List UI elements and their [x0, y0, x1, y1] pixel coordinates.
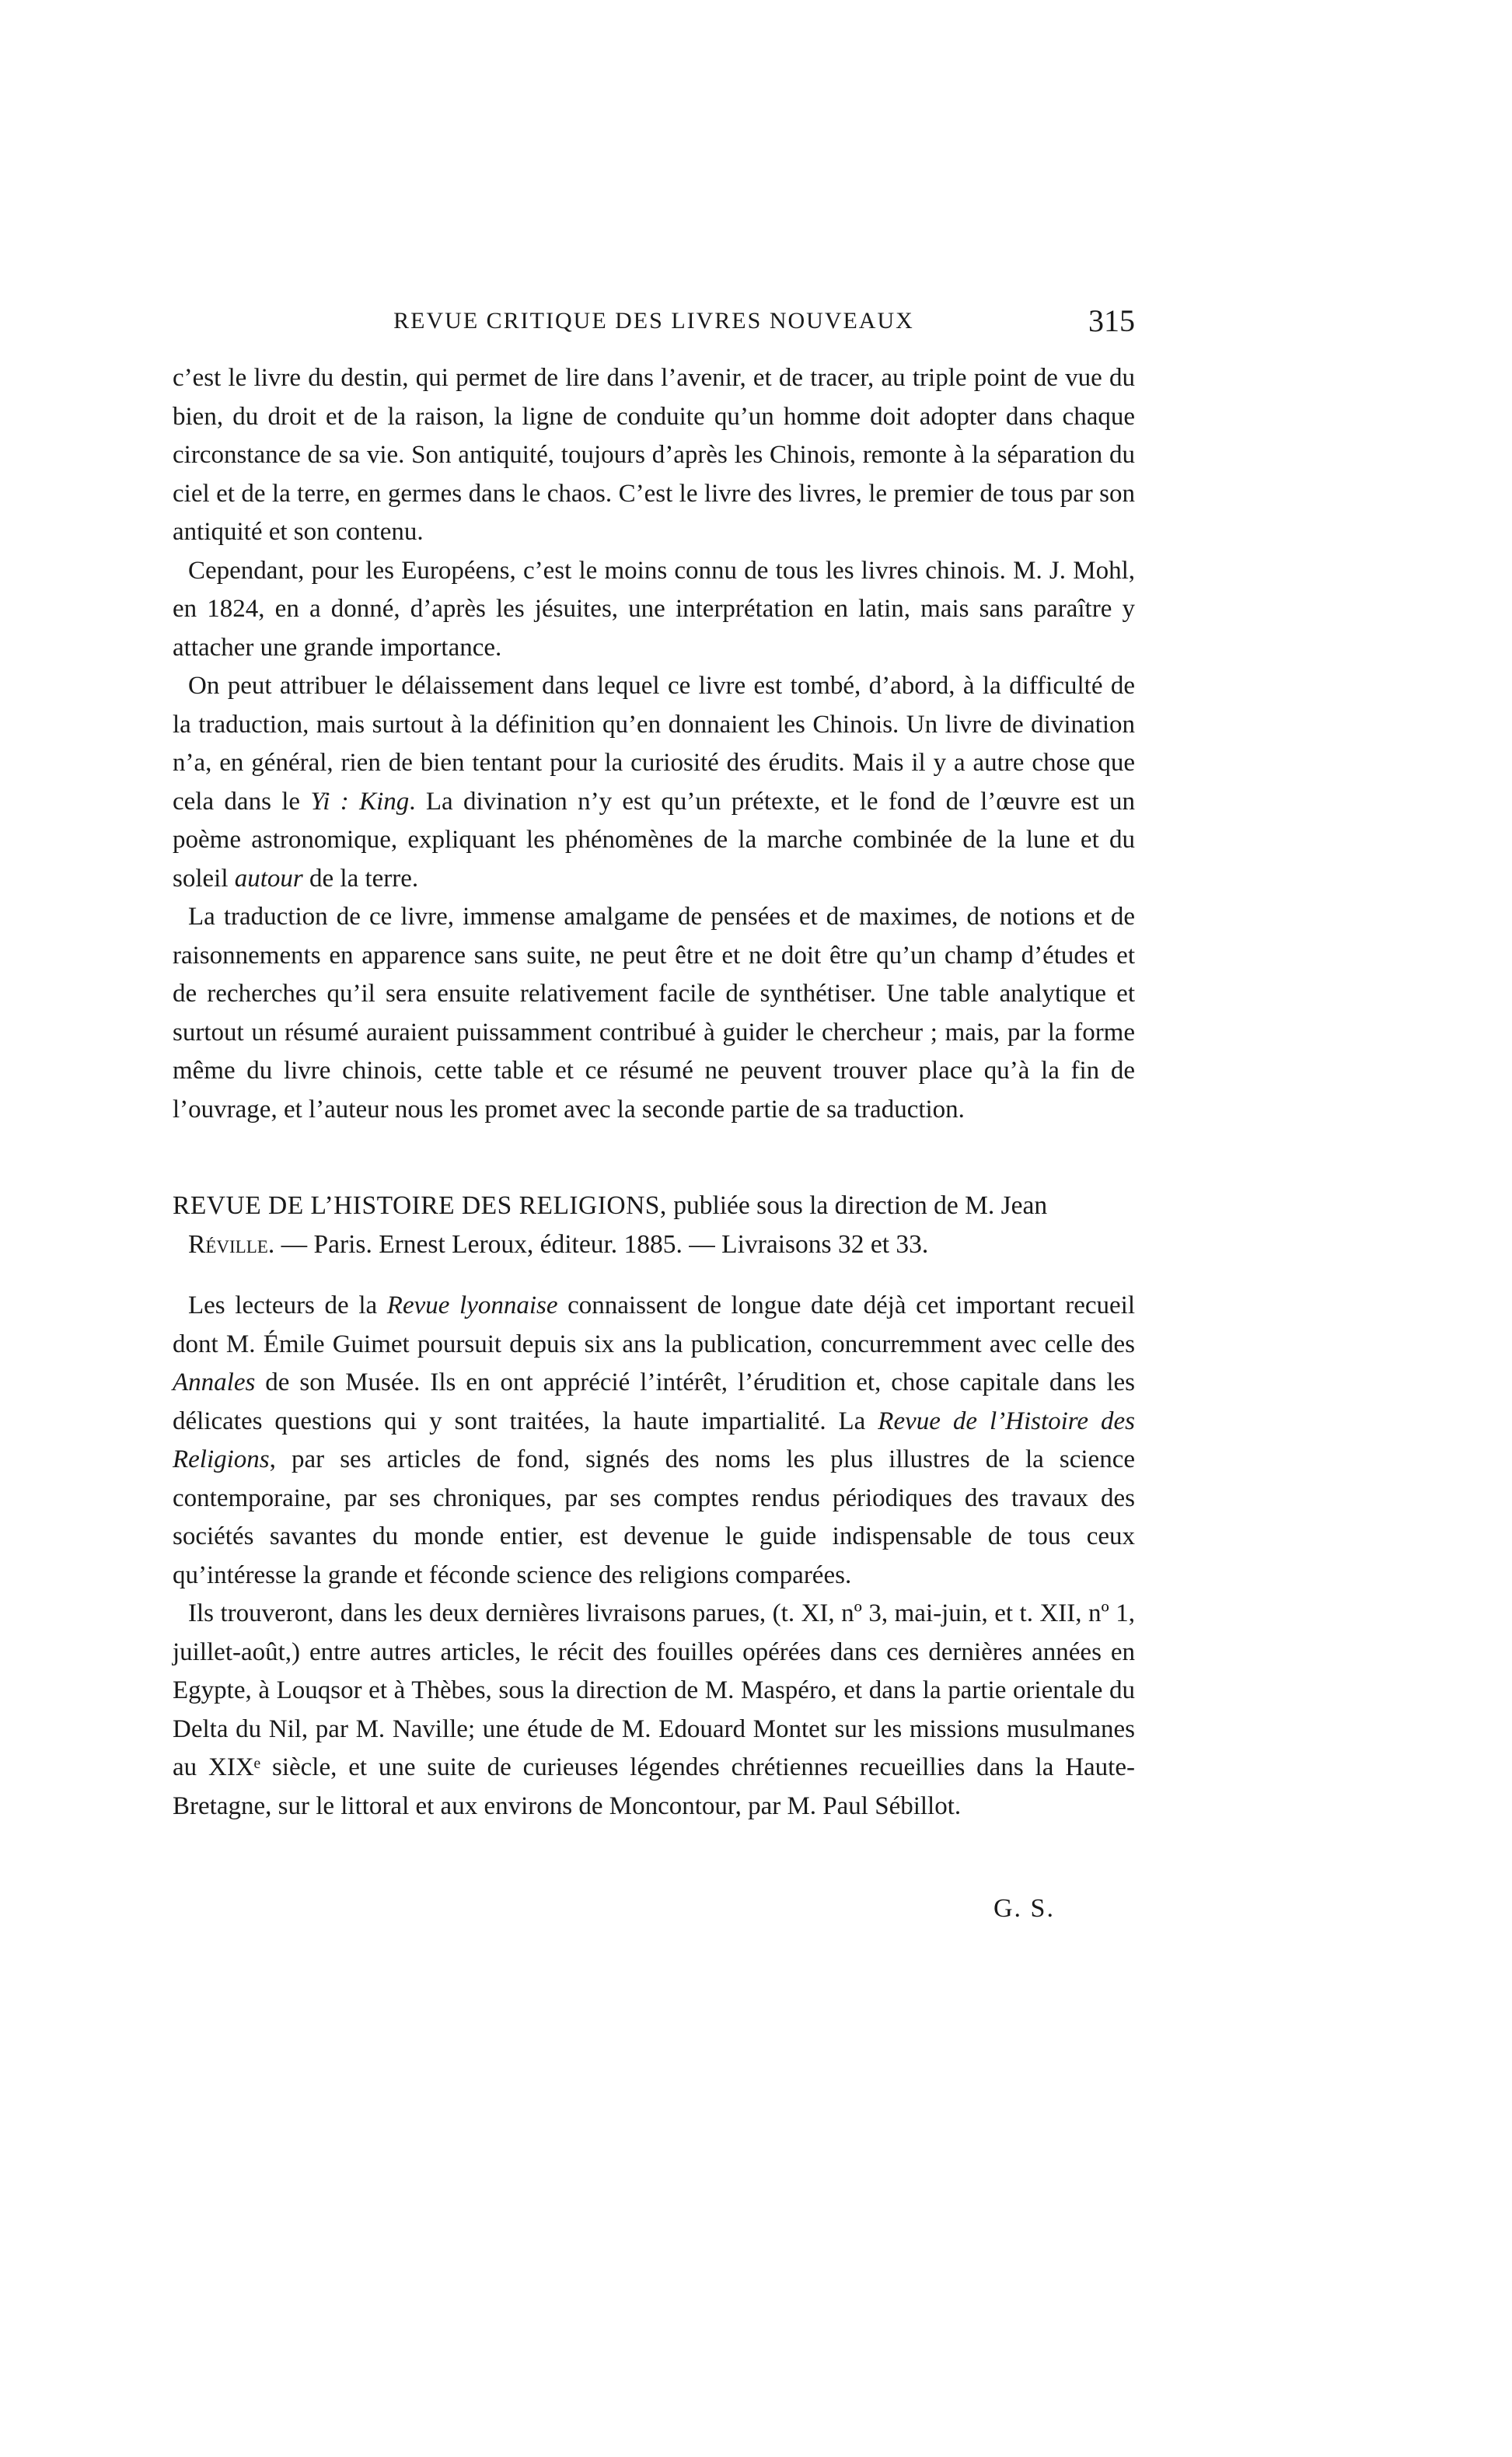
text-run: On peut attribuer le délaissement dans lequel ce livre est tombé, d’abord, à la difficulté de la traduction, mais surtout à la définition qu’en donnaient les Chinois. Un livre de divination n’a, en général, rien de bien tentant pour la curiosité des érudits. Mais il y a autre chose que cela dans le — [173, 672, 1135, 816]
entry-title: REVUE DE L’HISTOIRE DES RELIGIONS, — [173, 1191, 667, 1220]
review-body — [173, 1287, 1135, 1826]
italic-title: Revue lyonnaise — [386, 1291, 558, 1319]
running-head — [173, 302, 1135, 341]
text-run: de son Musée. Ils en ont apprécié l’intérêt, l’érudition et, chose capitale dans les délicates questions qui y sont traitées, la haute impartialité. La — [173, 1368, 1135, 1435]
entry-author: Réville — [188, 1230, 268, 1259]
italic-title: Yi : King — [310, 787, 410, 816]
text-run: . — Paris. Ernest Leroux, éditeur. 1885. — Livraisons 32 et 33. — [267, 1230, 929, 1259]
italic-title: Revue de l’Histoire des Religions — [173, 1407, 1135, 1473]
text-run: de la terre. — [302, 864, 419, 893]
text-run: . La divination n’y est qu’un prétexte, et le fond de l’œuvre est un poème astronomique, expliquant les phénomènes de la marche combinée de la lune et du soleil — [173, 787, 1135, 893]
italic-title: Annales — [173, 1368, 256, 1396]
paragraph — [173, 667, 1135, 898]
text-run: publiée sous la direction de M. Jean — [666, 1191, 1048, 1220]
paragraph: La traduction de ce livre, immense amalgame de pensées et de maximes, de notions et de raisonnements en apparence sans suite, ne peut être et ne doit être qu’un champ d’études et de recherches qu’il sera ensuite relativement facile de synthétiser. Une table analytique et surtout un résumé auraient puissamment contribué à guider le chercheur ; mais, par la forme même du livre chinois, cette table et ce résumé ne peuvent trouver place qu’à la fin de l’ouvrage, et l’auteur nous les promet avec la seconde partie de sa traduction. — [173, 903, 1135, 1124]
running-title: REVUE CRITIQUE DES LIVRES NOUVEAUX — [393, 308, 914, 334]
text-run: Les lecteurs de la — [188, 1291, 387, 1319]
entry-line — [173, 1187, 1143, 1225]
signature: G. S. — [993, 1894, 1055, 1923]
paragraph: c’est le livre du destin, qui permet de lire dans l’avenir, et de tracer, au triple point de vue du bien, du droit et de la raison, la ligne de conduite qu’un homme doit adopter dans chaque circonstance de sa vie. Son antiquité, toujours d’après les Chinois, remonte à la séparation du ciel et de la terre, en germes dans le chaos. C’est le livre des livres, le premier de tous par son antiquité et son contenu. — [173, 364, 1135, 546]
paragraph — [173, 1287, 1135, 1595]
paragraph: Ils trouveront, dans les deux dernières livraisons parues, (t. XI, nº 3, mai-juin, et t. XII, nº 1, juillet-août,) entre autres articles, le récit des fouilles opérées dans ces dernières années en Egypte, à Louqsor et à Thèbes, sous la direction de M. Maspéro, et dans la partie orientale du Delta du Nil, par M. Naville; une étude de M. Edouard Montet sur les missions musulmanes au XIXᵉ siècle, et une suite de curieuses légendes chrétiennes recueillies dans la Haute-Bretagne, sur le littoral et aux environs de Moncontour, par M. Paul Sébillot. — [173, 1599, 1135, 1820]
review-continuation — [173, 359, 1135, 1129]
text-run: connaissent de longue date déjà cet important recueil dont M. Émile Guimet poursuit depuis six ans la publication, concurremment avec celle des — [173, 1291, 1136, 1358]
page-number: 315 — [1088, 303, 1135, 338]
text-run: , par ses articles de fond, signés des noms les plus illustres de la science contemporaine, par ses chroniques, par ses comptes rendus périodiques des travaux des sociétés savantes du monde entier, est devenue le guide indispensable de tous ceux qu’intéresse la grande et féconde science des religions comparées. — [173, 1445, 1135, 1589]
paragraph: Cependant, pour les Européens, c’est le moins connu de tous les livres chinois. M. J. Mohl, en 1824, en a donné, d’après les jésuites, une interprétation en latin, mais sans paraître y attacher une grande importance. — [173, 556, 1135, 662]
italic-word: autour — [234, 864, 303, 893]
entry-line — [173, 1225, 1143, 1264]
bibliographic-entry — [173, 1187, 1143, 1264]
